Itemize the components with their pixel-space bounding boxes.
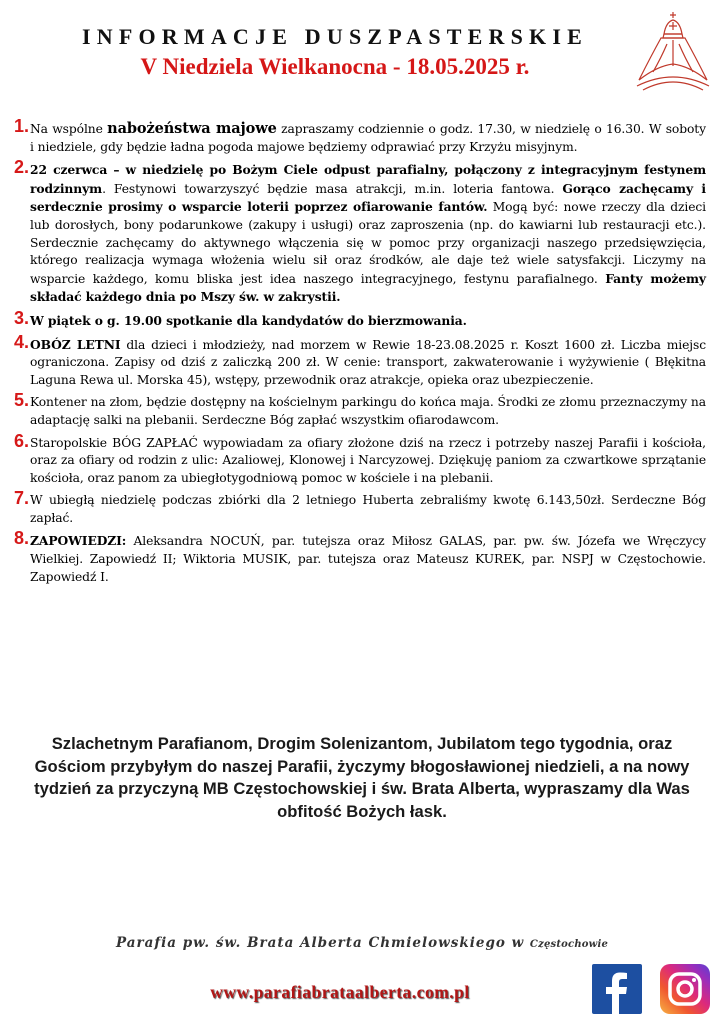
announcement-plain-text: Aleksandra NOCUŃ, par. tutejsza oraz Miłosz GALAS, par. pw. św. Józefa we Wręczycy Wielkiej. Zapowiedź II; Wiktoria MUSIK, par. tutejsza oraz Mateusz KUREK, par. NSPJ w Częstochowie. Zapowiedź I. [30,534,706,584]
announcement-text [30,492,706,527]
announcement-text [30,161,706,307]
announcement-bold-text: Fanty możemy składać każdego dnia po Mszy św. w zakrystii. [30,270,706,305]
announcement-text [30,435,706,488]
announcement-item [14,331,706,390]
announcement-plain-text: Na wspólne [30,122,108,136]
announcement-bold-text: W piątek o g. 19.00 spotkanie dla kandydatów do bierzmowania. [30,312,467,328]
page-title: INFORMACJE DUSZPASTERSKIE [81,24,589,49]
announcement-text [30,120,706,156]
announcement-plain-text: zapraszamy codziennie o godz. 17.30, w niedzielę o 16.30. W soboty i niedziele, gdy będzie ładna pogoda majowe będziemy odprawiać przy Krzyżu misyjnym. [30,122,706,154]
announcement-bold-text: OBÓZ LETNI [30,336,121,352]
announcement-number: 2. [14,157,30,178]
announcement-item [14,390,706,429]
announcement-number: 6. [14,430,30,451]
announcement-number: 5. [14,390,30,411]
announcement-bold-text: nabożeństwa majowe [107,120,277,137]
announcement-text [30,532,706,586]
instagram-icon[interactable] [660,964,710,1014]
announcement-plain-text: Mogą być: nowe rzeczy dla dzieci lub dorosłych, bony podarunkowe (zakupy i usługi) oraz zaproszenia (np. do kawiarni lub restauracji etc.). Serdecznie zachęcamy do aktywnego włączenia się w pomoc przy organizacji naszego przedsięwzięcia, którego realizacja wymaga włożenia wielu sił oraz środków, ale daje też wiele satysfakcji. Liczymy na wsparcie każdego, komu bliska jest idea naszego integracyjnego, festynu parafialnego. [30,200,706,286]
announcement-bold-text: Gorąco zachęcamy i serdecznie prosimy o wsparcie loterii poprzez ofiarowanie fantów. [30,180,706,215]
announcement-item [14,488,706,527]
parish-name [0,935,724,951]
announcement-plain-text: Kontener na złom, będzie dostępny na kościelnym parkingu do końca maja. Środki ze złomu przeznaczymy na adaptację salki na plebanii. Serdeczne Bóg zapłać wszystkim ofiarodawcom. [30,395,706,427]
website-link[interactable]: www.parafiabrataalberta.com.pl [210,982,470,1002]
announcement-number: 8. [14,528,30,549]
announcement-item [14,307,706,331]
announcement-item [14,157,706,307]
announcement-number: 1. [14,116,30,136]
announcements-list [14,116,706,591]
announcement-plain-text: W ubiegłą niedzielę podczas zbiórki dla 2 letniego Huberta zebraliśmy kwotę 6.143,50zł. Serdeczne Bóg zapłać. [30,493,706,525]
announcement-item [14,430,706,488]
announcement-number: 7. [14,488,30,509]
parish-name-city: Częstochowie [529,939,609,950]
facebook-icon[interactable] [592,964,642,1014]
announcement-item [14,528,706,586]
header [0,0,724,100]
announcement-plain-text: Staropolskie BÓG ZAPŁAĆ wypowiadam za ofiary złożone dziś na rzecz i potrzeby naszej Parafii i kościoła, oraz za ofiary od rodzin z ulic: Azaliowej, Klonowej i Narcyzowej. Dziękuję paniom za czwartkowe sprzątanie kościoła, oraz panom za ubiegłotygodniową pomoc w kościele i na plebanii. [30,435,706,485]
announcement-bold-text: 22 czerwca – w niedzielę po Bożym Ciele odpust parafialny, połączony z integracyjnym festynem rodzinnym [30,162,706,196]
announcement-number: 3. [14,307,30,328]
announcement-number: 4. [14,331,30,352]
announcement-bold-text: ZAPOWIEDZI: [30,533,127,549]
announcement-item [14,116,706,156]
parish-logo-icon [631,8,715,92]
announcement-plain-text: dla dzieci i młodzieży, nad morzem w Rewie 18-23.08.2025 r. Koszt 1600 zł. Liczba miejsc ograniczona. Zapisy od dziś z zaliczką 200 zł. W cenie: transport, zakwaterowanie i wyżywienie ( Błękitna Laguna Rewa ul. Morska 45), wstępy, przewodnik oraz atrakcje, opieka oraz ubezpieczenie. [30,337,706,387]
announcement-text [30,312,706,331]
closing-wishes: Szlachetnym Parafianom, Drogim Solenizantom, Jubilatom tego tygodnia, oraz Gościom przybyłym do naszej Parafii, życzymy błogosławionej niedzieli, a na nowy tydzień za przyczyną MB Częstochowskiej i św. Brata Alberta, wypraszamy dla Was obfitość Bożych łask. [34,734,690,821]
announcement-text [30,336,706,390]
announcement-text [30,394,706,429]
announcement-plain-text: . Festynowi towarzyszyć będzie masa atrakcji, m.in. loteria fantowa. [102,181,563,196]
page-subtitle: V Niedziela Wielkanocna - 18.05.2025 r. [140,54,530,79]
parish-name-main: Parafia pw. św. Brata Alberta Chmielowskiego w [115,935,530,951]
